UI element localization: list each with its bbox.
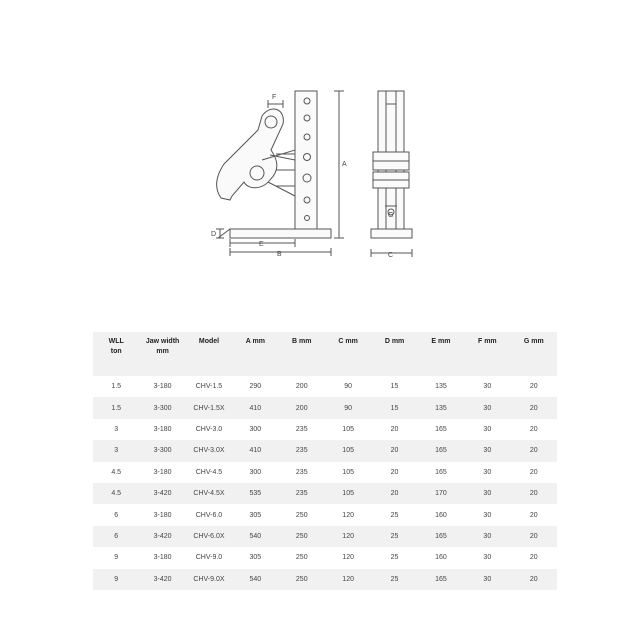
column-header-line: Model bbox=[198, 338, 220, 345]
table-cell: 250 bbox=[279, 526, 325, 547]
table-cell: 20 bbox=[511, 397, 557, 418]
table-cell: 235 bbox=[279, 462, 325, 483]
table-cell: 20 bbox=[371, 440, 417, 461]
column-header-line: G mm bbox=[523, 338, 544, 345]
lifting-arm bbox=[217, 109, 284, 200]
table-cell: 20 bbox=[511, 462, 557, 483]
table-cell: 25 bbox=[371, 569, 417, 590]
table-cell: 30 bbox=[464, 397, 510, 418]
table-cell: 300 bbox=[232, 462, 278, 483]
table-row bbox=[93, 569, 557, 590]
table-cell: 250 bbox=[279, 504, 325, 525]
table-cell: 160 bbox=[418, 547, 464, 568]
column-header-line: ton bbox=[110, 348, 122, 355]
table-cell: 30 bbox=[464, 547, 510, 568]
table-body bbox=[93, 376, 557, 590]
dim-label-d: D bbox=[211, 231, 217, 238]
table-cell: 250 bbox=[279, 547, 325, 568]
table-cell: 105 bbox=[325, 462, 371, 483]
column-header bbox=[186, 332, 232, 376]
column-header bbox=[371, 332, 417, 376]
table-cell: 3-300 bbox=[139, 440, 185, 461]
table-cell: 20 bbox=[511, 376, 557, 397]
table-cell: 6 bbox=[93, 504, 139, 525]
dim-label-c: C bbox=[388, 252, 394, 259]
table-cell: 410 bbox=[232, 397, 278, 418]
table-cell: 6 bbox=[93, 526, 139, 547]
table-cell: CHV-6.0 bbox=[186, 504, 232, 525]
table-cell: 235 bbox=[279, 440, 325, 461]
table-cell: 15 bbox=[371, 376, 417, 397]
table-row bbox=[93, 504, 557, 525]
column-header-line: Jaw width bbox=[145, 338, 180, 345]
table-cell: 170 bbox=[418, 483, 464, 504]
table-row bbox=[93, 397, 557, 418]
table-cell: 250 bbox=[279, 569, 325, 590]
specification-table bbox=[93, 332, 557, 590]
column-header-line: D mm bbox=[384, 338, 405, 345]
table-row bbox=[93, 419, 557, 440]
table-row bbox=[93, 376, 557, 397]
table-cell: 4.5 bbox=[93, 462, 139, 483]
table-cell: 20 bbox=[511, 547, 557, 568]
table-cell: 540 bbox=[232, 569, 278, 590]
column-header bbox=[464, 332, 510, 376]
table-cell: 105 bbox=[325, 483, 371, 504]
table-cell: 120 bbox=[325, 547, 371, 568]
table-cell: 120 bbox=[325, 526, 371, 547]
table-cell: CHV-3.0X bbox=[186, 440, 232, 461]
table-cell: CHV-9.0X bbox=[186, 569, 232, 590]
table-cell: 160 bbox=[418, 504, 464, 525]
table-cell: 25 bbox=[371, 504, 417, 525]
table-cell: 90 bbox=[325, 397, 371, 418]
table-cell: 3-300 bbox=[139, 397, 185, 418]
table-cell: 3 bbox=[93, 440, 139, 461]
table-cell: 30 bbox=[464, 569, 510, 590]
column-header-line: mm bbox=[156, 348, 169, 355]
table-cell: 3 bbox=[93, 419, 139, 440]
base-plate bbox=[230, 229, 331, 238]
table-cell: 9 bbox=[93, 547, 139, 568]
table-cell: CHV-6.0X bbox=[186, 526, 232, 547]
table-cell: 120 bbox=[325, 569, 371, 590]
table-row bbox=[93, 547, 557, 568]
table-cell: 3-420 bbox=[139, 483, 185, 504]
table-cell: 20 bbox=[511, 569, 557, 590]
column-header-line: B mm bbox=[292, 338, 312, 345]
table-cell: 135 bbox=[418, 397, 464, 418]
column-header bbox=[232, 332, 278, 376]
table-cell: 3-180 bbox=[139, 419, 185, 440]
table-row bbox=[93, 440, 557, 461]
column-header bbox=[139, 332, 185, 376]
table-cell: 165 bbox=[418, 569, 464, 590]
table-cell: 105 bbox=[325, 419, 371, 440]
table-cell: 30 bbox=[464, 526, 510, 547]
column-header-line: A mm bbox=[245, 338, 265, 345]
table-cell: CHV-4.5 bbox=[186, 462, 232, 483]
table-cell: 25 bbox=[371, 526, 417, 547]
clamp-technical-drawing bbox=[0, 0, 642, 300]
table-cell: 90 bbox=[325, 376, 371, 397]
table-cell: 3-180 bbox=[139, 376, 185, 397]
table-cell: 410 bbox=[232, 440, 278, 461]
table-cell: 20 bbox=[511, 419, 557, 440]
table-cell: 540 bbox=[232, 526, 278, 547]
table-cell: 535 bbox=[232, 483, 278, 504]
table-row bbox=[93, 483, 557, 504]
table-cell: CHV-3.0 bbox=[186, 419, 232, 440]
column-header-line: C mm bbox=[338, 338, 358, 345]
table-cell: 20 bbox=[511, 526, 557, 547]
table-cell: 20 bbox=[511, 483, 557, 504]
table-cell: 30 bbox=[464, 440, 510, 461]
dim-label-a: A bbox=[342, 161, 347, 168]
table-cell: 3-180 bbox=[139, 462, 185, 483]
table-cell: 165 bbox=[418, 462, 464, 483]
column-header-line: F mm bbox=[477, 338, 497, 345]
table-cell: 105 bbox=[325, 440, 371, 461]
table-cell: 165 bbox=[418, 526, 464, 547]
table-cell: 20 bbox=[511, 440, 557, 461]
table-cell: 9 bbox=[93, 569, 139, 590]
table-cell: 20 bbox=[371, 419, 417, 440]
table-cell: 235 bbox=[279, 419, 325, 440]
column-header bbox=[418, 332, 464, 376]
table-cell: 20 bbox=[371, 483, 417, 504]
table-cell: 3-180 bbox=[139, 504, 185, 525]
table-cell: 20 bbox=[511, 504, 557, 525]
column-header bbox=[93, 332, 139, 376]
table-cell: 30 bbox=[464, 483, 510, 504]
table-cell: 305 bbox=[232, 504, 278, 525]
table-cell: 15 bbox=[371, 397, 417, 418]
table-cell: 20 bbox=[371, 462, 417, 483]
table-cell: 305 bbox=[232, 547, 278, 568]
dim-label-f: F bbox=[272, 94, 277, 101]
table-row bbox=[93, 462, 557, 483]
dim-label-e: E bbox=[259, 241, 264, 248]
column-header bbox=[279, 332, 325, 376]
table-cell: 200 bbox=[279, 376, 325, 397]
table-cell: CHV-9.0 bbox=[186, 547, 232, 568]
table-cell: 3-420 bbox=[139, 569, 185, 590]
table-cell: 4.5 bbox=[93, 483, 139, 504]
table-cell: 30 bbox=[464, 376, 510, 397]
table-cell: 120 bbox=[325, 504, 371, 525]
dim-label-g: G bbox=[388, 212, 394, 219]
table-cell: 165 bbox=[418, 419, 464, 440]
table-cell: 3-420 bbox=[139, 526, 185, 547]
table-cell: 135 bbox=[418, 376, 464, 397]
table-cell: 30 bbox=[464, 419, 510, 440]
table-cell: CHV-4.5X bbox=[186, 483, 232, 504]
table-cell: CHV-1.5 bbox=[186, 376, 232, 397]
column-header-line: WLL bbox=[108, 338, 124, 345]
table-cell: 300 bbox=[232, 419, 278, 440]
table-cell: 3-180 bbox=[139, 547, 185, 568]
table-cell: CHV-1.5X bbox=[186, 397, 232, 418]
table-cell: 25 bbox=[371, 547, 417, 568]
table-cell: 290 bbox=[232, 376, 278, 397]
table-header-row bbox=[93, 332, 557, 376]
table-cell: 30 bbox=[464, 462, 510, 483]
table-cell: 165 bbox=[418, 440, 464, 461]
column-header bbox=[511, 332, 557, 376]
table-cell: 200 bbox=[279, 397, 325, 418]
table-row bbox=[93, 526, 557, 547]
table-cell: 235 bbox=[279, 483, 325, 504]
table-cell: 1.5 bbox=[93, 397, 139, 418]
dim-label-b: B bbox=[277, 251, 282, 258]
table-cell: 1.5 bbox=[93, 376, 139, 397]
table-cell: 30 bbox=[464, 504, 510, 525]
column-header bbox=[325, 332, 371, 376]
column-header-line: E mm bbox=[431, 338, 451, 345]
